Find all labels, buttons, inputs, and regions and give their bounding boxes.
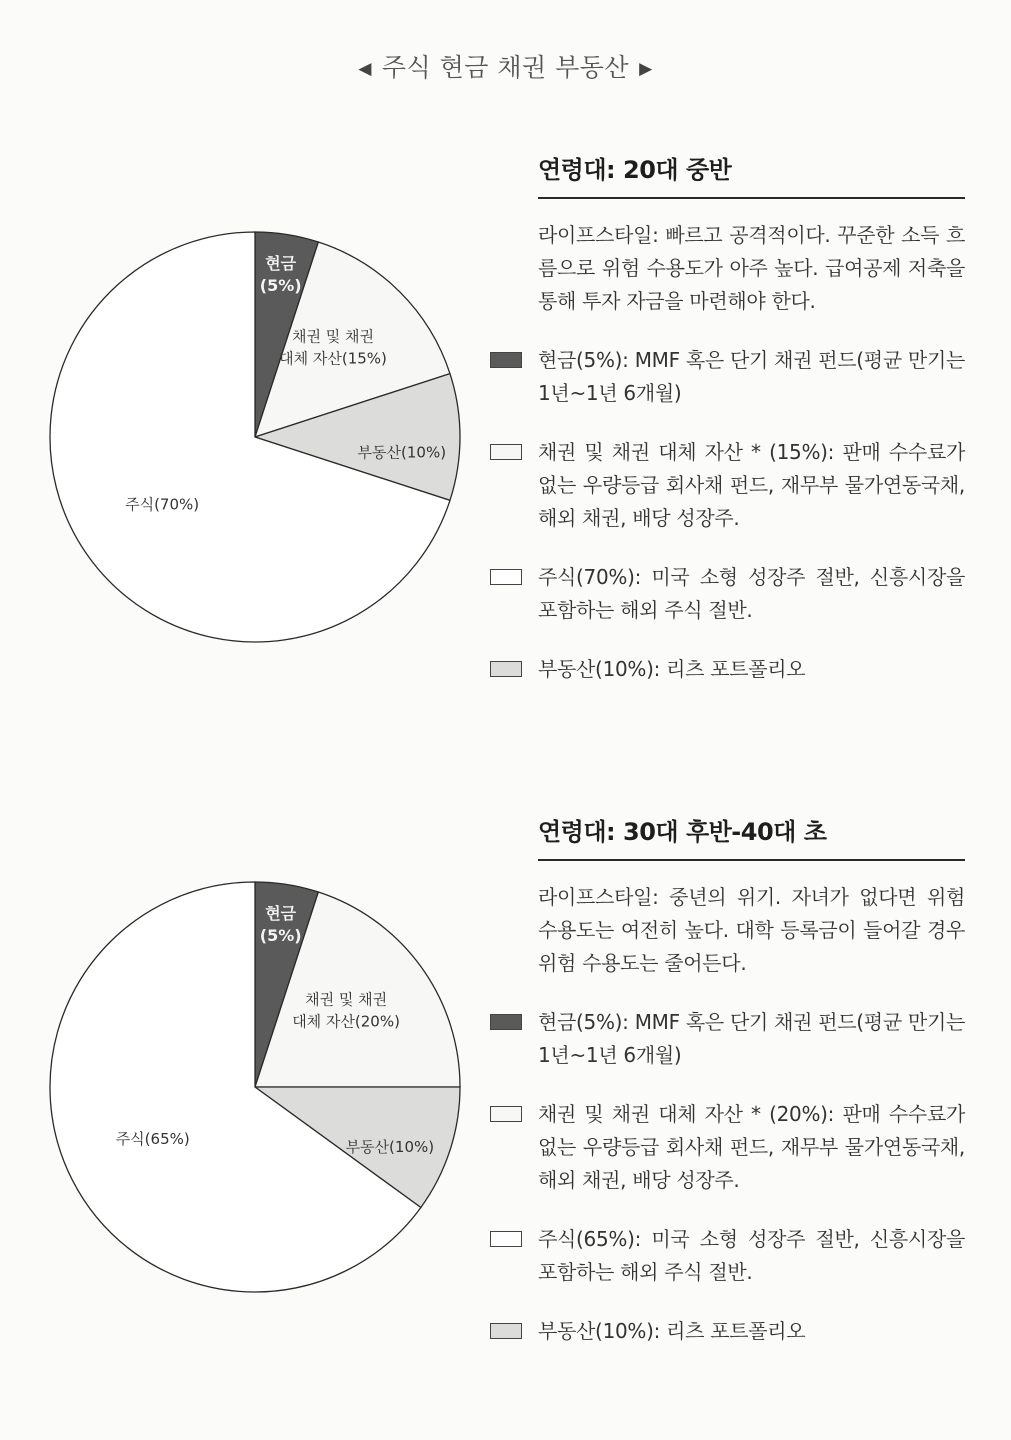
legend-item-real-estate <box>490 1315 965 1348</box>
legend-swatch-real-estate <box>490 1323 522 1339</box>
legend-text: 주식(65%): 미국 소형 성장주 절반, 신흥시장을 포함하는 해외 주식 절반. <box>538 1227 965 1284</box>
legend-item-real-estate <box>490 653 965 686</box>
legend-text: 채권 및 채권 대체 자산 * (15%): 판매 수수료가 없는 우량등급 회사채 펀드, 재무부 물가연동국채, 해외 채권, 배당 성장주. <box>538 440 965 530</box>
legend-swatch-cash <box>490 1014 522 1030</box>
legend-text: 현금(5%): MMF 혹은 단기 채권 펀드(평균 만기는 1년~1년 6개월) <box>538 348 965 405</box>
legend-text: 현금(5%): MMF 혹은 단기 채권 펀드(평균 만기는 1년~1년 6개월) <box>538 1010 965 1067</box>
pie-label-bonds: 채권 및 채권 <box>305 990 388 1009</box>
age-group-title: 연령대: 20대 중반 <box>538 150 965 199</box>
pie-label-real-estate: 부동산(10%) <box>345 1138 435 1157</box>
pie-label-stocks: 주식(70%) <box>125 495 200 514</box>
legend-swatch-bonds <box>490 444 522 460</box>
lifestyle-description: 라이프스타일: 빠르고 공격적이다. 꾸준한 소득 흐름으로 위험 수용도가 아주 높다. 급여공제 저축을 통해 투자 자금을 마련해야 한다. <box>538 223 965 313</box>
legend-swatch-stocks <box>490 1231 522 1247</box>
pie-label-stocks: 주식(65%) <box>115 1130 190 1149</box>
legend-item-cash <box>490 1006 965 1072</box>
legend-item-bonds <box>490 1098 965 1197</box>
pie-label-bonds: 대체 자산(20%) <box>292 1012 400 1031</box>
legend-text: 주식(70%): 미국 소형 성장주 절반, 신흥시장을 포함하는 해외 주식 절반. <box>538 565 965 622</box>
legend-item-stocks <box>490 1223 965 1289</box>
pie-label-cash: 현금 <box>265 904 297 924</box>
allocation-section-late-30s <box>490 812 965 1348</box>
legend-text: 채권 및 채권 대체 자산 * (20%): 판매 수수료가 없는 우량등급 회사채 펀드, 재무부 물가연동국채, 해외 채권, 배당 성장주. <box>538 1102 965 1192</box>
legend-text: 부동산(10%): 리츠 포트폴리오 <box>538 657 806 681</box>
pie-label-cash: (5%) <box>259 276 302 296</box>
lifestyle-description: 라이프스타일: 중년의 위기. 자녀가 없다면 위험 수용도는 여전히 높다. 대학 등록금이 들어갈 경우 위험 수용도는 줄어든다. <box>538 885 965 975</box>
page-header <box>0 48 1011 84</box>
legend-swatch-cash <box>490 352 522 368</box>
right-triangle-icon: ▶ <box>639 59 653 79</box>
legend-item-cash <box>490 344 965 410</box>
pie-label-cash: (5%) <box>259 926 302 946</box>
allocation-pie-chart-late-30s <box>40 872 470 1302</box>
left-triangle-icon: ◀ <box>358 59 372 79</box>
legend-swatch-stocks <box>490 569 522 585</box>
pie-label-real-estate: 부동산(10%) <box>357 443 447 462</box>
page-title: 주식 현금 채권 부동산 <box>381 53 630 82</box>
legend-text: 부동산(10%): 리츠 포트폴리오 <box>538 1319 806 1343</box>
allocation-pie-chart-20s <box>40 222 470 652</box>
legend-swatch-bonds <box>490 1106 522 1122</box>
pie-label-bonds: 채권 및 채권 <box>292 327 375 346</box>
legend-item-stocks <box>490 561 965 627</box>
allocation-section-20s <box>490 150 965 686</box>
pie-label-cash: 현금 <box>265 254 297 274</box>
pie-label-bonds: 대체 자산(15%) <box>279 349 387 368</box>
legend-swatch-real-estate <box>490 661 522 677</box>
age-group-title: 연령대: 30대 후반-40대 초 <box>538 812 965 861</box>
legend-item-bonds <box>490 436 965 535</box>
